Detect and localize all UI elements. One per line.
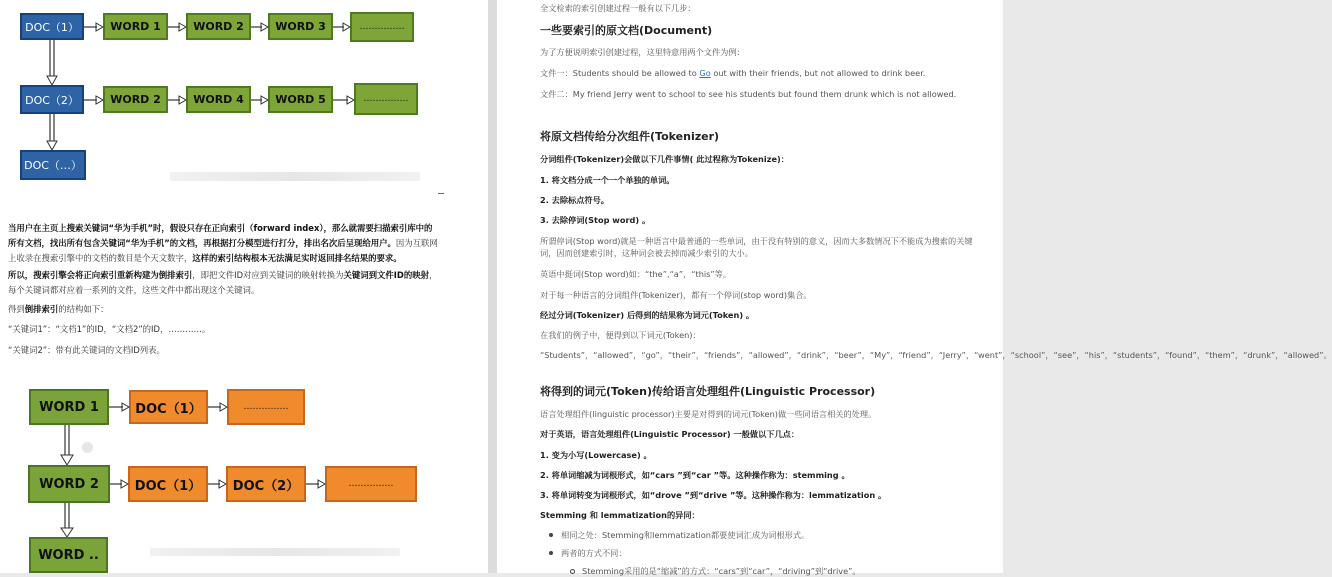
intro-text: 全文检索的索引创建过程一般有以下几步： xyxy=(540,3,696,13)
paragraph-stop-word: 所谓停词(Stop word)就是一种语言中最普通的一些单词，由于没有特别的意义，因而大多数情况下不能成为搜索的关键词，因而创建索引时，这种词会被去掉而减少索引的大小。 xyxy=(540,236,973,258)
arrow-down-icon xyxy=(60,503,74,537)
text-bold: 关键词到文件ID的映射 xyxy=(343,270,429,280)
arrow-down-icon xyxy=(46,40,58,85)
arrow-right-icon xyxy=(251,21,268,33)
tokenizer-step-2: 2. 去除标点符号。 xyxy=(540,195,609,205)
bullet-icon xyxy=(549,551,553,555)
file-two-text: 文件二：My friend Jerry went to school to see his students but found them drunk which is not allowed. xyxy=(540,89,957,99)
left-page xyxy=(0,0,488,573)
doc-1-box: DOC（1） xyxy=(128,466,208,502)
paragraph-keyword-2: “关键词2”：带有此关键词的文档ID列表。 xyxy=(8,345,165,355)
go-link[interactable]: Go xyxy=(699,68,711,78)
watermark-strip xyxy=(150,548,400,556)
arrow-right-icon xyxy=(333,21,350,33)
list-item-stemming: Stemming采用的是“缩减”的方式：“cars”到“car”，“driving”到“drive”。 xyxy=(582,566,861,576)
linguistic-step-2: 2. 将单词缩减为词根形式，如“cars ”到“car ”等。这种操作称为：stemming 。 xyxy=(540,470,850,480)
text-bold: 当用户在主页上搜索关键词“华为手机”时，假设只存在正向索引（forward index），那么就需要扫描索引库中的所有文档，找出所有包含关键词“华为手机”的文档，再根据打分模型进行打分，排出名次后呈现给用户。 xyxy=(8,223,433,248)
ellipsis-box: …………… xyxy=(350,12,414,42)
arrow-right-icon xyxy=(208,478,226,490)
arrow-right-icon xyxy=(109,401,129,413)
arrow-right-icon xyxy=(306,478,325,490)
list-item-similarity: 相同之处：Stemming和lemmatization都要使词汇成为词根形式。 xyxy=(561,530,810,540)
paragraph-token-intro: 在我们的例子中，便得到以下词元(Token)： xyxy=(540,330,701,340)
linguistic-step-3: 3. 将单词转变为词根形式，如“drove ”到“drive ”等。这种操作称为：lemmatization 。 xyxy=(540,490,887,500)
bullet-icon xyxy=(549,533,553,537)
section-heading-linguistic: 将得到的词元(Token)传给语言处理组件(Linguistic Processor) xyxy=(540,385,876,398)
doc-2-box: DOC（2） xyxy=(20,85,84,114)
arrow-right-icon xyxy=(84,94,103,106)
arrow-right-icon xyxy=(84,21,103,33)
paragraph-forward-index xyxy=(8,221,440,266)
word-3-box: WORD 3 xyxy=(268,13,333,40)
text-normal: 因为互联网上收录在搜索引擎中的文档的数目是个天文数字， xyxy=(8,238,438,263)
section-heading-document: 一些要索引的原文档(Document) xyxy=(540,24,713,37)
text-normal: out with their friends, but not allowed to drink beer. xyxy=(710,68,926,78)
text-bold: 倒排索引 xyxy=(24,304,59,314)
doc-more-box: DOC（…） xyxy=(20,150,86,180)
paragraph-linguistic: 语言处理组件(linguistic processor)主要是对得到的词元(Token)做一些同语言相关的处理。 xyxy=(540,409,877,419)
word-2-box: WORD 2 xyxy=(28,465,110,503)
arrow-right-icon xyxy=(168,21,186,33)
linguistic-step-1: 1. 变为小写(Lowercase) 。 xyxy=(540,450,652,460)
paragraph-inverted-index xyxy=(8,268,440,298)
ellipsis-box: …………… xyxy=(325,466,417,502)
paragraph-example-intro: 为了方便说明索引创建过程，这里特意用两个文件为例： xyxy=(540,47,745,57)
smudge-mark xyxy=(82,442,93,453)
page-gutter xyxy=(488,0,497,573)
text-normal: ，即把文件ID对应到关键词的映射转换为 xyxy=(192,270,344,280)
section-heading-tokenizer: 将原文档传给分次组件(Tokenizer) xyxy=(540,130,720,143)
paragraph-structure xyxy=(8,302,440,317)
text-bold: 这样的索引结构根本无法满足实时返回排名结果的要求。 xyxy=(192,253,402,263)
text-normal: 的结构如下： xyxy=(58,304,109,314)
arrow-right-icon xyxy=(208,401,227,413)
token-list: “Students”，“allowed”，“go”，“their”，“friends”，“allowed”，“drink”，“beer”，“My”，“friend”，“Jerry”，“went”，“school”，“see”，“his”，“students”，“found”，“them”，“drunk”，“allowed”。 xyxy=(540,350,1332,360)
doc-1-box: DOC（1） xyxy=(20,13,84,40)
tokenizer-step-1: 1. 将文档分成一个一个单独的单词。 xyxy=(540,175,675,185)
ellipsis-box: …………… xyxy=(227,389,305,425)
word-1-box: WORD 1 xyxy=(103,13,168,40)
list-item-difference: 两者的方式不同： xyxy=(561,548,627,558)
ellipsis-box: …………… xyxy=(354,83,418,115)
tokenizer-intro: 分词组件(Tokenizer)会做以下几件事情( 此过程称为Tokenize)： xyxy=(540,154,789,164)
text-normal: ，每个关键词都对应着一系列的文件，这些文件中都出现这个关键词。 xyxy=(8,270,438,295)
arrow-right-icon xyxy=(333,94,354,106)
doc-1-box: DOC（1） xyxy=(129,390,208,424)
word-2-box: WORD 2 xyxy=(103,86,168,113)
paragraph-stop-word-set: 对于每一种语言的分词组件(Tokenizer)，都有一个停词(stop word)集合。 xyxy=(540,290,812,300)
watermark-strip xyxy=(170,172,420,181)
token-result-heading: 经过分词(Tokenizer) 后得到的结果称为词元(Token) 。 xyxy=(540,310,755,320)
text-normal: 文件一：Students should be allowed to xyxy=(540,68,700,78)
right-page xyxy=(497,0,1332,573)
stemming-heading: Stemming 和 lemmatization的异同： xyxy=(540,510,700,520)
linguistic-intro: 对于英语，语言处理组件(Linguistic Processor) 一般做以下几点： xyxy=(540,429,800,439)
arrow-right-icon xyxy=(110,478,128,490)
word-5-box: WORD 5 xyxy=(268,86,333,113)
text-normal: 得到 xyxy=(8,304,25,314)
arrow-right-icon xyxy=(251,94,268,106)
tokenizer-step-3: 3. 去除停词(Stop word) 。 xyxy=(540,215,651,225)
arrow-down-icon xyxy=(60,425,74,465)
arrow-down-icon xyxy=(46,114,58,150)
paragraph-keyword-1: “关键词1”：“文档1”的ID，“文档2”的ID，…………。 xyxy=(8,324,211,334)
doc-2-box: DOC（2） xyxy=(226,466,306,502)
bullet-icon xyxy=(570,569,575,574)
divider-mark xyxy=(438,193,444,194)
word-1-box: WORD 1 xyxy=(29,389,109,425)
text-bold: 所以，搜索引擎会将正向索引重新构建为倒排索引 xyxy=(8,270,193,280)
arrow-right-icon xyxy=(168,94,186,106)
word-4-box: WORD 4 xyxy=(186,86,251,113)
paragraph-stop-word-examples: 英语中挺词(Stop word)如：“the”,“a”，“this”等。 xyxy=(540,269,732,279)
file-one-text xyxy=(540,67,980,79)
word-more-box: WORD .. xyxy=(29,537,108,573)
word-2-box: WORD 2 xyxy=(186,13,251,40)
